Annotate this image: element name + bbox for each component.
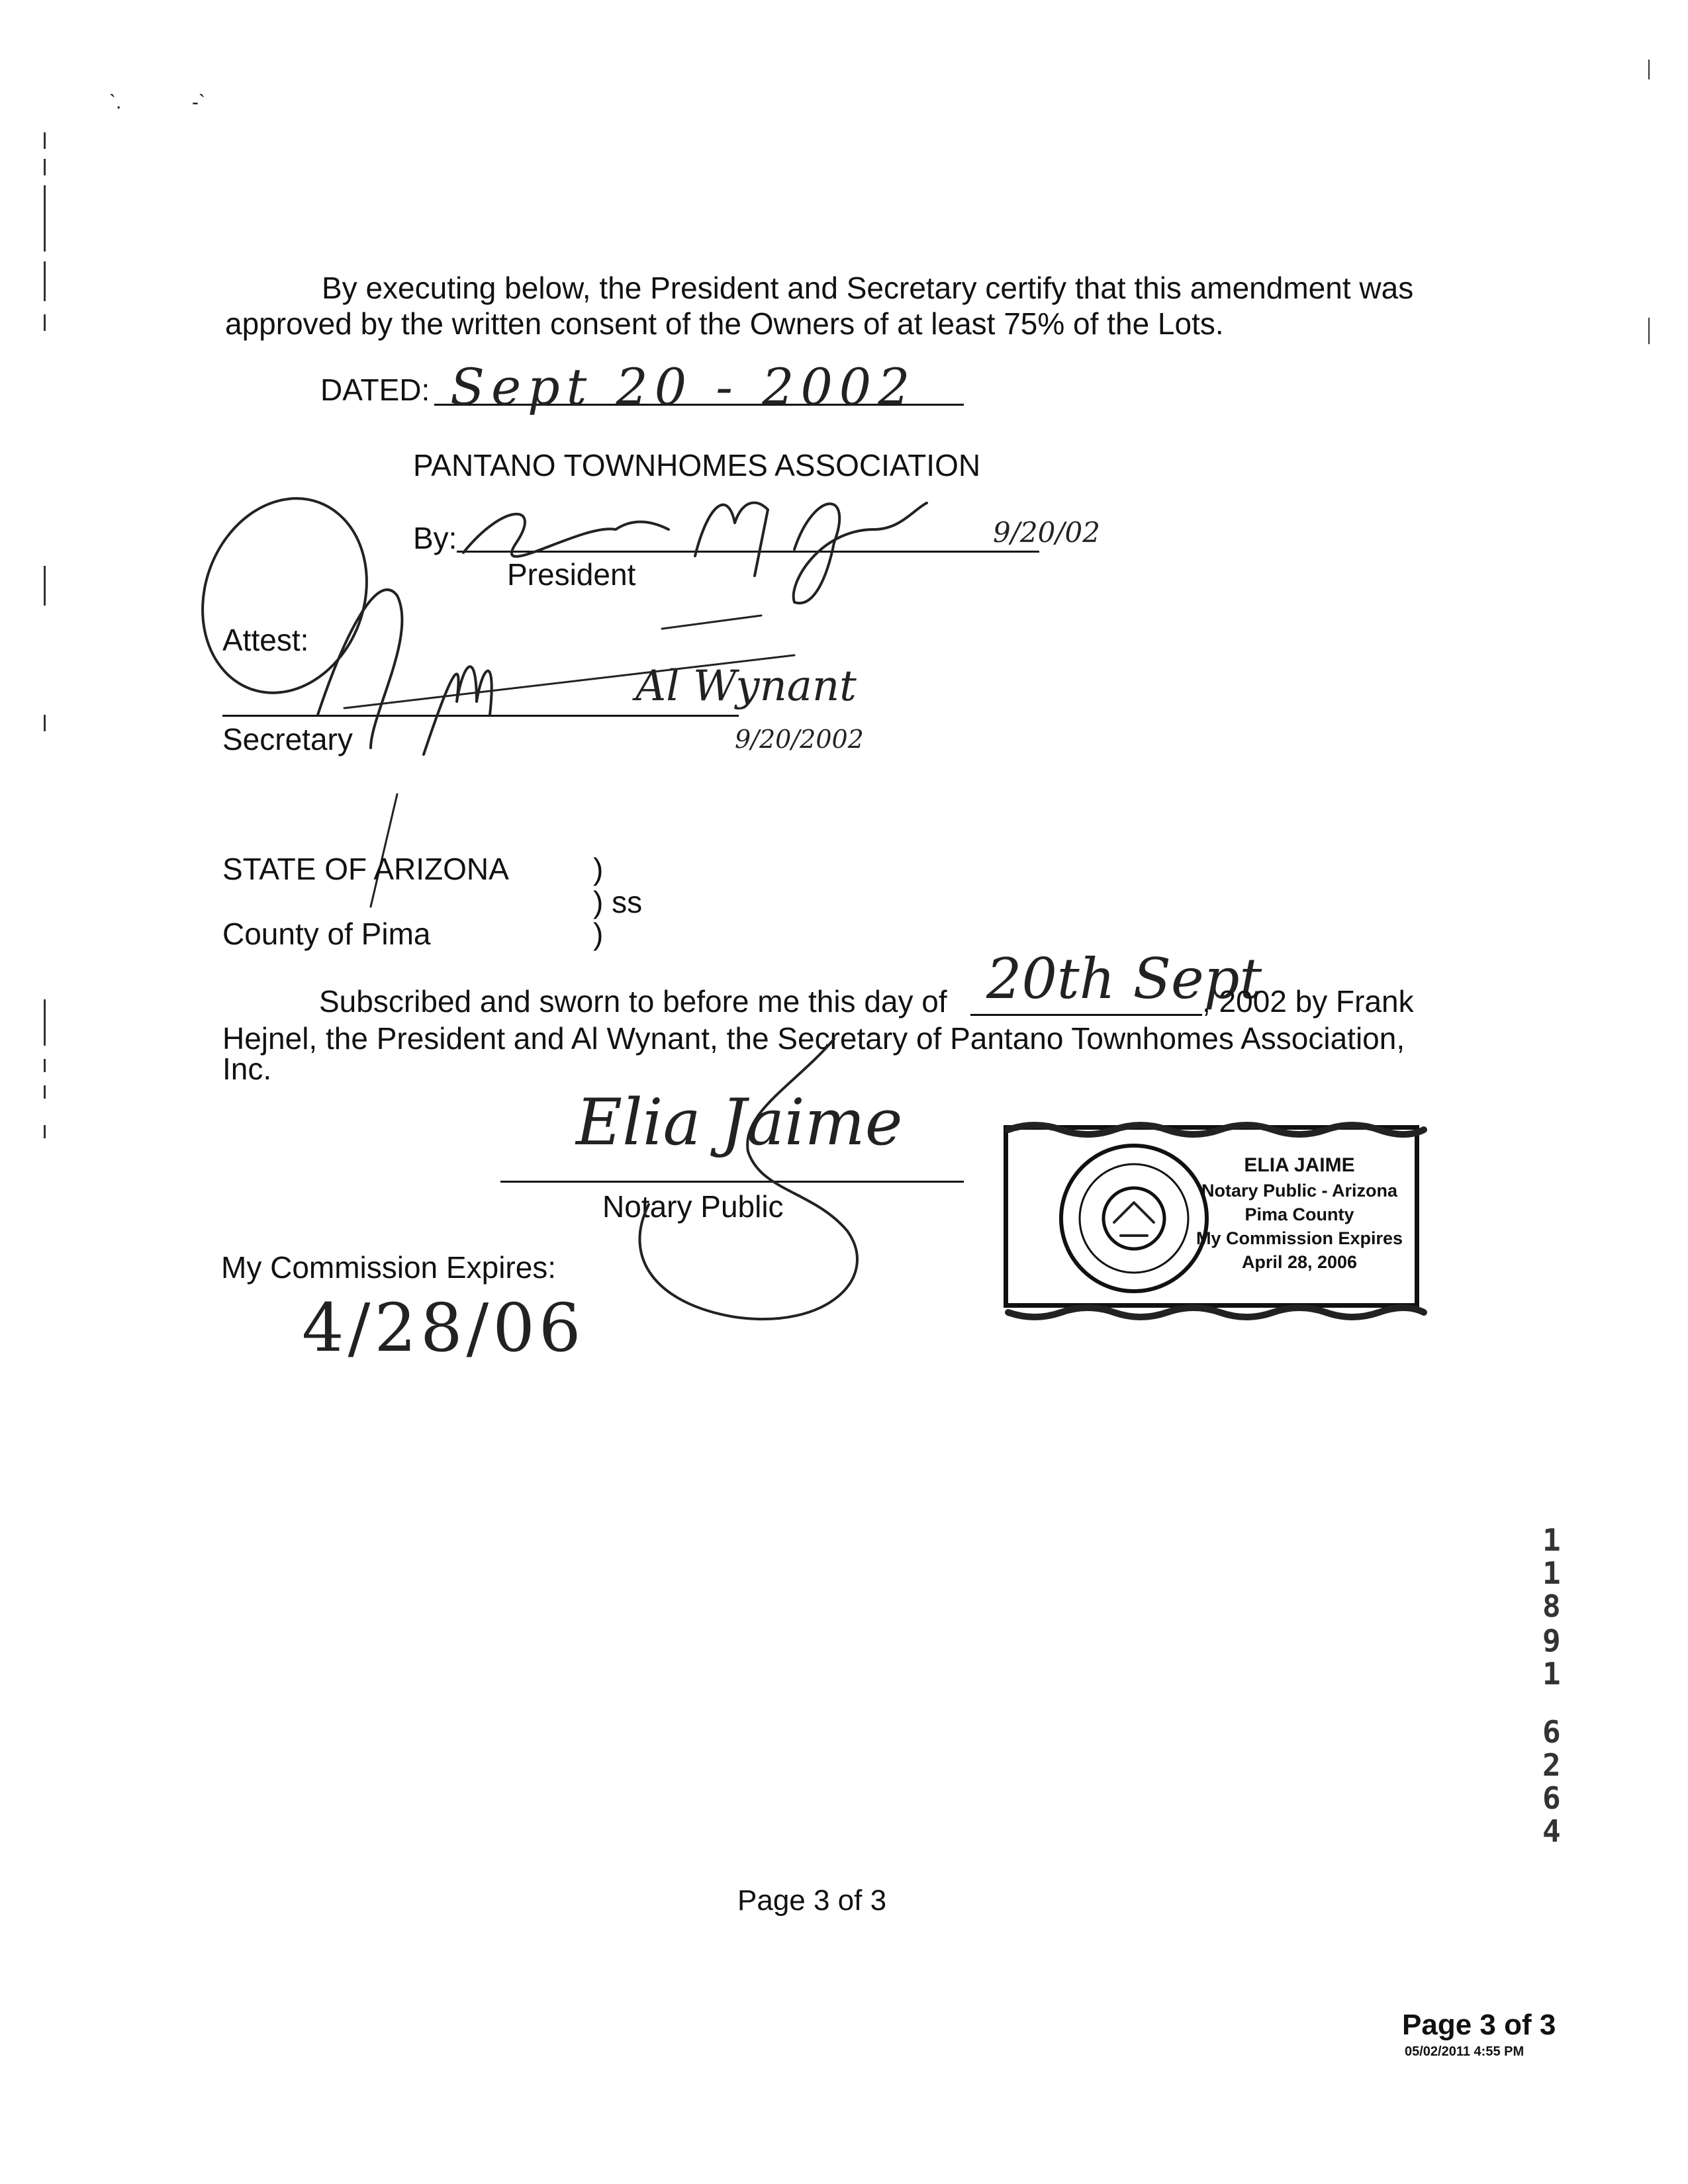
scan-artifact-b: -`: [192, 91, 205, 113]
page-number-center: Page 3 of 3: [737, 1884, 887, 1917]
paren-bottom: ): [593, 917, 604, 951]
margin-digit: 6: [1542, 1714, 1561, 1750]
certification-line-2: approved by the written consent of the Owners of at least 75% of the Lots.: [225, 306, 1224, 341]
president-label: President: [507, 557, 636, 592]
margin-digit: 6: [1542, 1780, 1561, 1816]
secretary-signature-name: Al Wynant: [635, 662, 857, 711]
paren-top: ): [593, 852, 604, 886]
oath-line-1b: , 2002 by Frank: [1202, 984, 1414, 1019]
margin-digit: 8: [1542, 1588, 1561, 1624]
by-label: By:: [413, 521, 457, 555]
commission-label: My Commission Expires:: [221, 1250, 557, 1285]
secretary-label: Secretary: [222, 722, 353, 756]
page-number-right: Page 3 of 3: [1402, 2009, 1556, 2041]
dated-handwritten: Sept 20 - 2002: [450, 357, 917, 416]
stamp-line-2: Notary Public - Arizona: [1201, 1181, 1398, 1201]
stamp-name: ELIA JAIME: [1244, 1154, 1355, 1176]
stamp-line-3: Pima County: [1244, 1205, 1354, 1224]
stamp-line-4: My Commission Expires: [1196, 1228, 1403, 1248]
state-label: STATE OF ARIZONA: [222, 852, 509, 886]
margin-digit: 1: [1542, 1656, 1561, 1692]
scan-artifact-a: `.: [109, 91, 122, 113]
paren-ss: ) ss: [593, 885, 643, 919]
print-timestamp: 05/02/2011 4:55 PM: [1405, 2044, 1524, 2059]
secretary-signature-date: 9/20/2002: [735, 725, 864, 754]
margin-digit: 2: [1542, 1747, 1561, 1783]
notary-signature: Elia Jaime: [576, 1085, 903, 1160]
county-label: County of Pima: [222, 917, 431, 951]
stamp-line-5: April 28, 2006: [1241, 1252, 1358, 1272]
attest-label: Attest:: [222, 623, 309, 657]
oath-line-2: Hejnel, the President and Al Wynant, the Secretary of Pantano Townhomes Association,: [222, 1021, 1405, 1056]
oath-line-1a: Subscribed and sworn to before me this day of: [319, 984, 947, 1019]
association-name: PANTANO TOWNHOMES ASSOCIATION: [413, 448, 981, 482]
dated-label: DATED:: [320, 373, 430, 407]
notary-public-label: Notary Public: [602, 1189, 784, 1224]
margin-digit: 1: [1542, 1555, 1561, 1591]
margin-digit: 9: [1542, 1623, 1561, 1659]
commission-handwritten-date: 4/28/06: [302, 1289, 585, 1367]
oath-line-3: Inc.: [222, 1052, 272, 1086]
notary-stamp: [1004, 1125, 1419, 1308]
president-signature-date: 9/20/02: [993, 516, 1100, 549]
oath-handwritten-date: 20th Sept: [986, 946, 1262, 1011]
margin-digit: 1: [1542, 1522, 1561, 1558]
certification-line-1: By executing below, the President and Secretary certify that this amendment was: [322, 271, 1414, 305]
margin-digit: 4: [1542, 1813, 1561, 1849]
notary-signature-stroke: [639, 1039, 857, 1319]
